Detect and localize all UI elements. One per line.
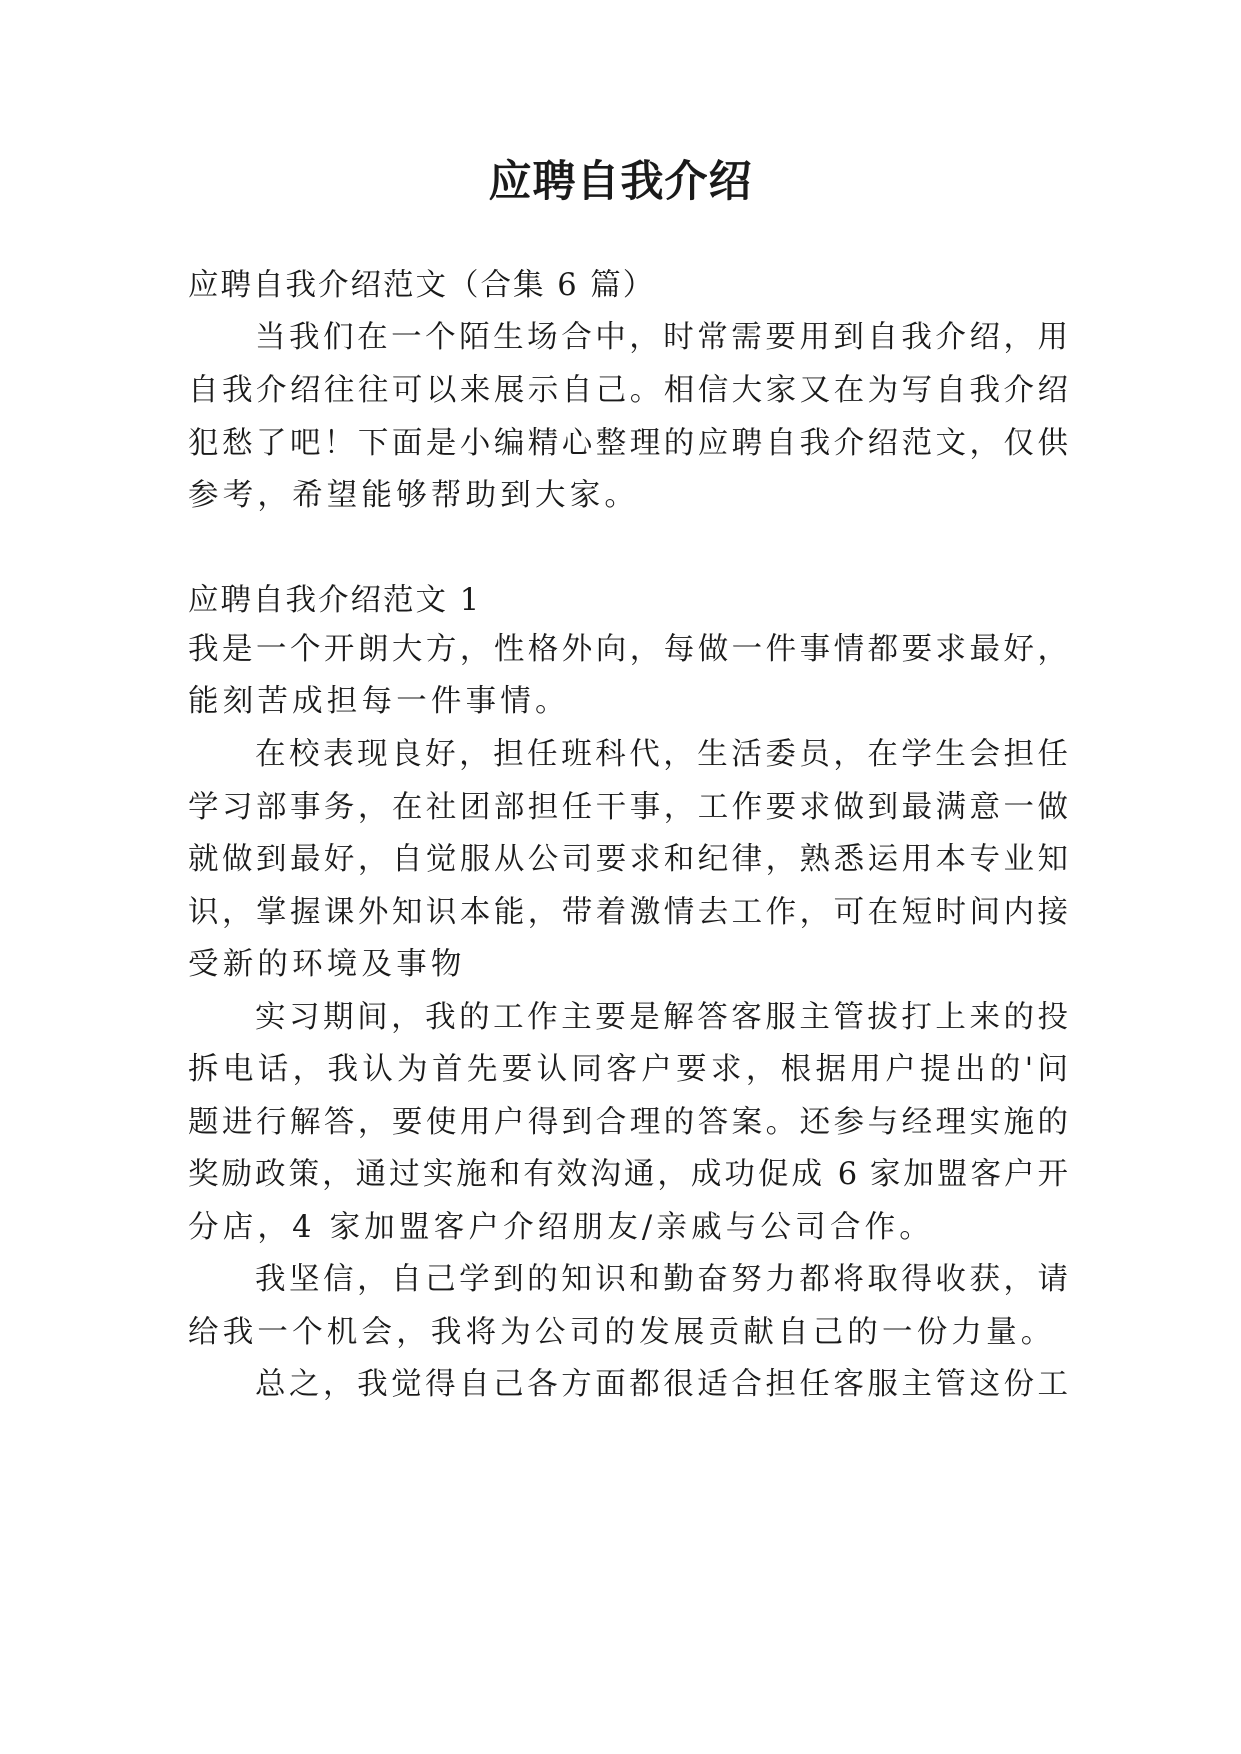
body-line: 题进行解答，要使用户得到合理的答案。还参与经理实施的	[188, 1105, 1068, 1140]
body-line: 学习部事务，在社团部担任干事，工作要求做到最满意一做	[188, 790, 1068, 825]
body-line: 总之，我觉得自己各方面都很适合担任客服主管这份工	[255, 1367, 1068, 1402]
section-heading: 应聘自我介绍范文 1	[188, 583, 482, 618]
intro-line: 犯愁了吧！下面是小编精心整理的应聘自我介绍范文，仅供	[188, 426, 1068, 461]
intro-line: 当我们在一个陌生场合中，时常需要用到自我介绍，用	[255, 320, 1068, 355]
body-line: 就做到最好，自觉服从公司要求和纪律，熟悉运用本专业知	[188, 842, 1068, 877]
body-line: 给我一个机会，我将为公司的发展贡献自己的一份力量。	[188, 1315, 1056, 1350]
body-line: 识，掌握课外知识本能，带着激情去工作，可在短时间内接	[188, 895, 1068, 930]
intro-line: 自我介绍往往可以来展示自己。相信大家又在为写自我介绍	[188, 373, 1068, 408]
body-line: 奖励政策，通过实施和有效沟通，成功促成 6 家加盟客户开	[188, 1157, 1068, 1192]
body-line: 能刻苦成担每一件事情。	[188, 684, 570, 719]
body-line: 拆电话，我认为首先要认同客户要求，根据用户提出的'问	[188, 1052, 1068, 1087]
document-title: 应聘自我介绍	[488, 157, 753, 207]
body-line: 在校表现良好，担任班科代，生活委员，在学生会担任	[255, 737, 1068, 772]
intro-line: 参考，希望能够帮助到大家。	[188, 478, 640, 513]
body-line: 我是一个开朗大方，性格外向，每做一件事情都要求最好，	[188, 632, 1068, 667]
body-line: 我坚信，自己学到的知识和勤奋努力都将取得收获，请	[255, 1262, 1068, 1297]
document-subtitle: 应聘自我介绍范文（合集 6 篇）	[188, 268, 656, 303]
body-line: 受新的环境及事物	[188, 947, 466, 982]
body-line: 实习期间，我的工作主要是解答客服主管拔打上来的投	[255, 1000, 1068, 1035]
body-line: 分店，4 家加盟客户介绍朋友/亲戚与公司合作。	[188, 1210, 934, 1245]
